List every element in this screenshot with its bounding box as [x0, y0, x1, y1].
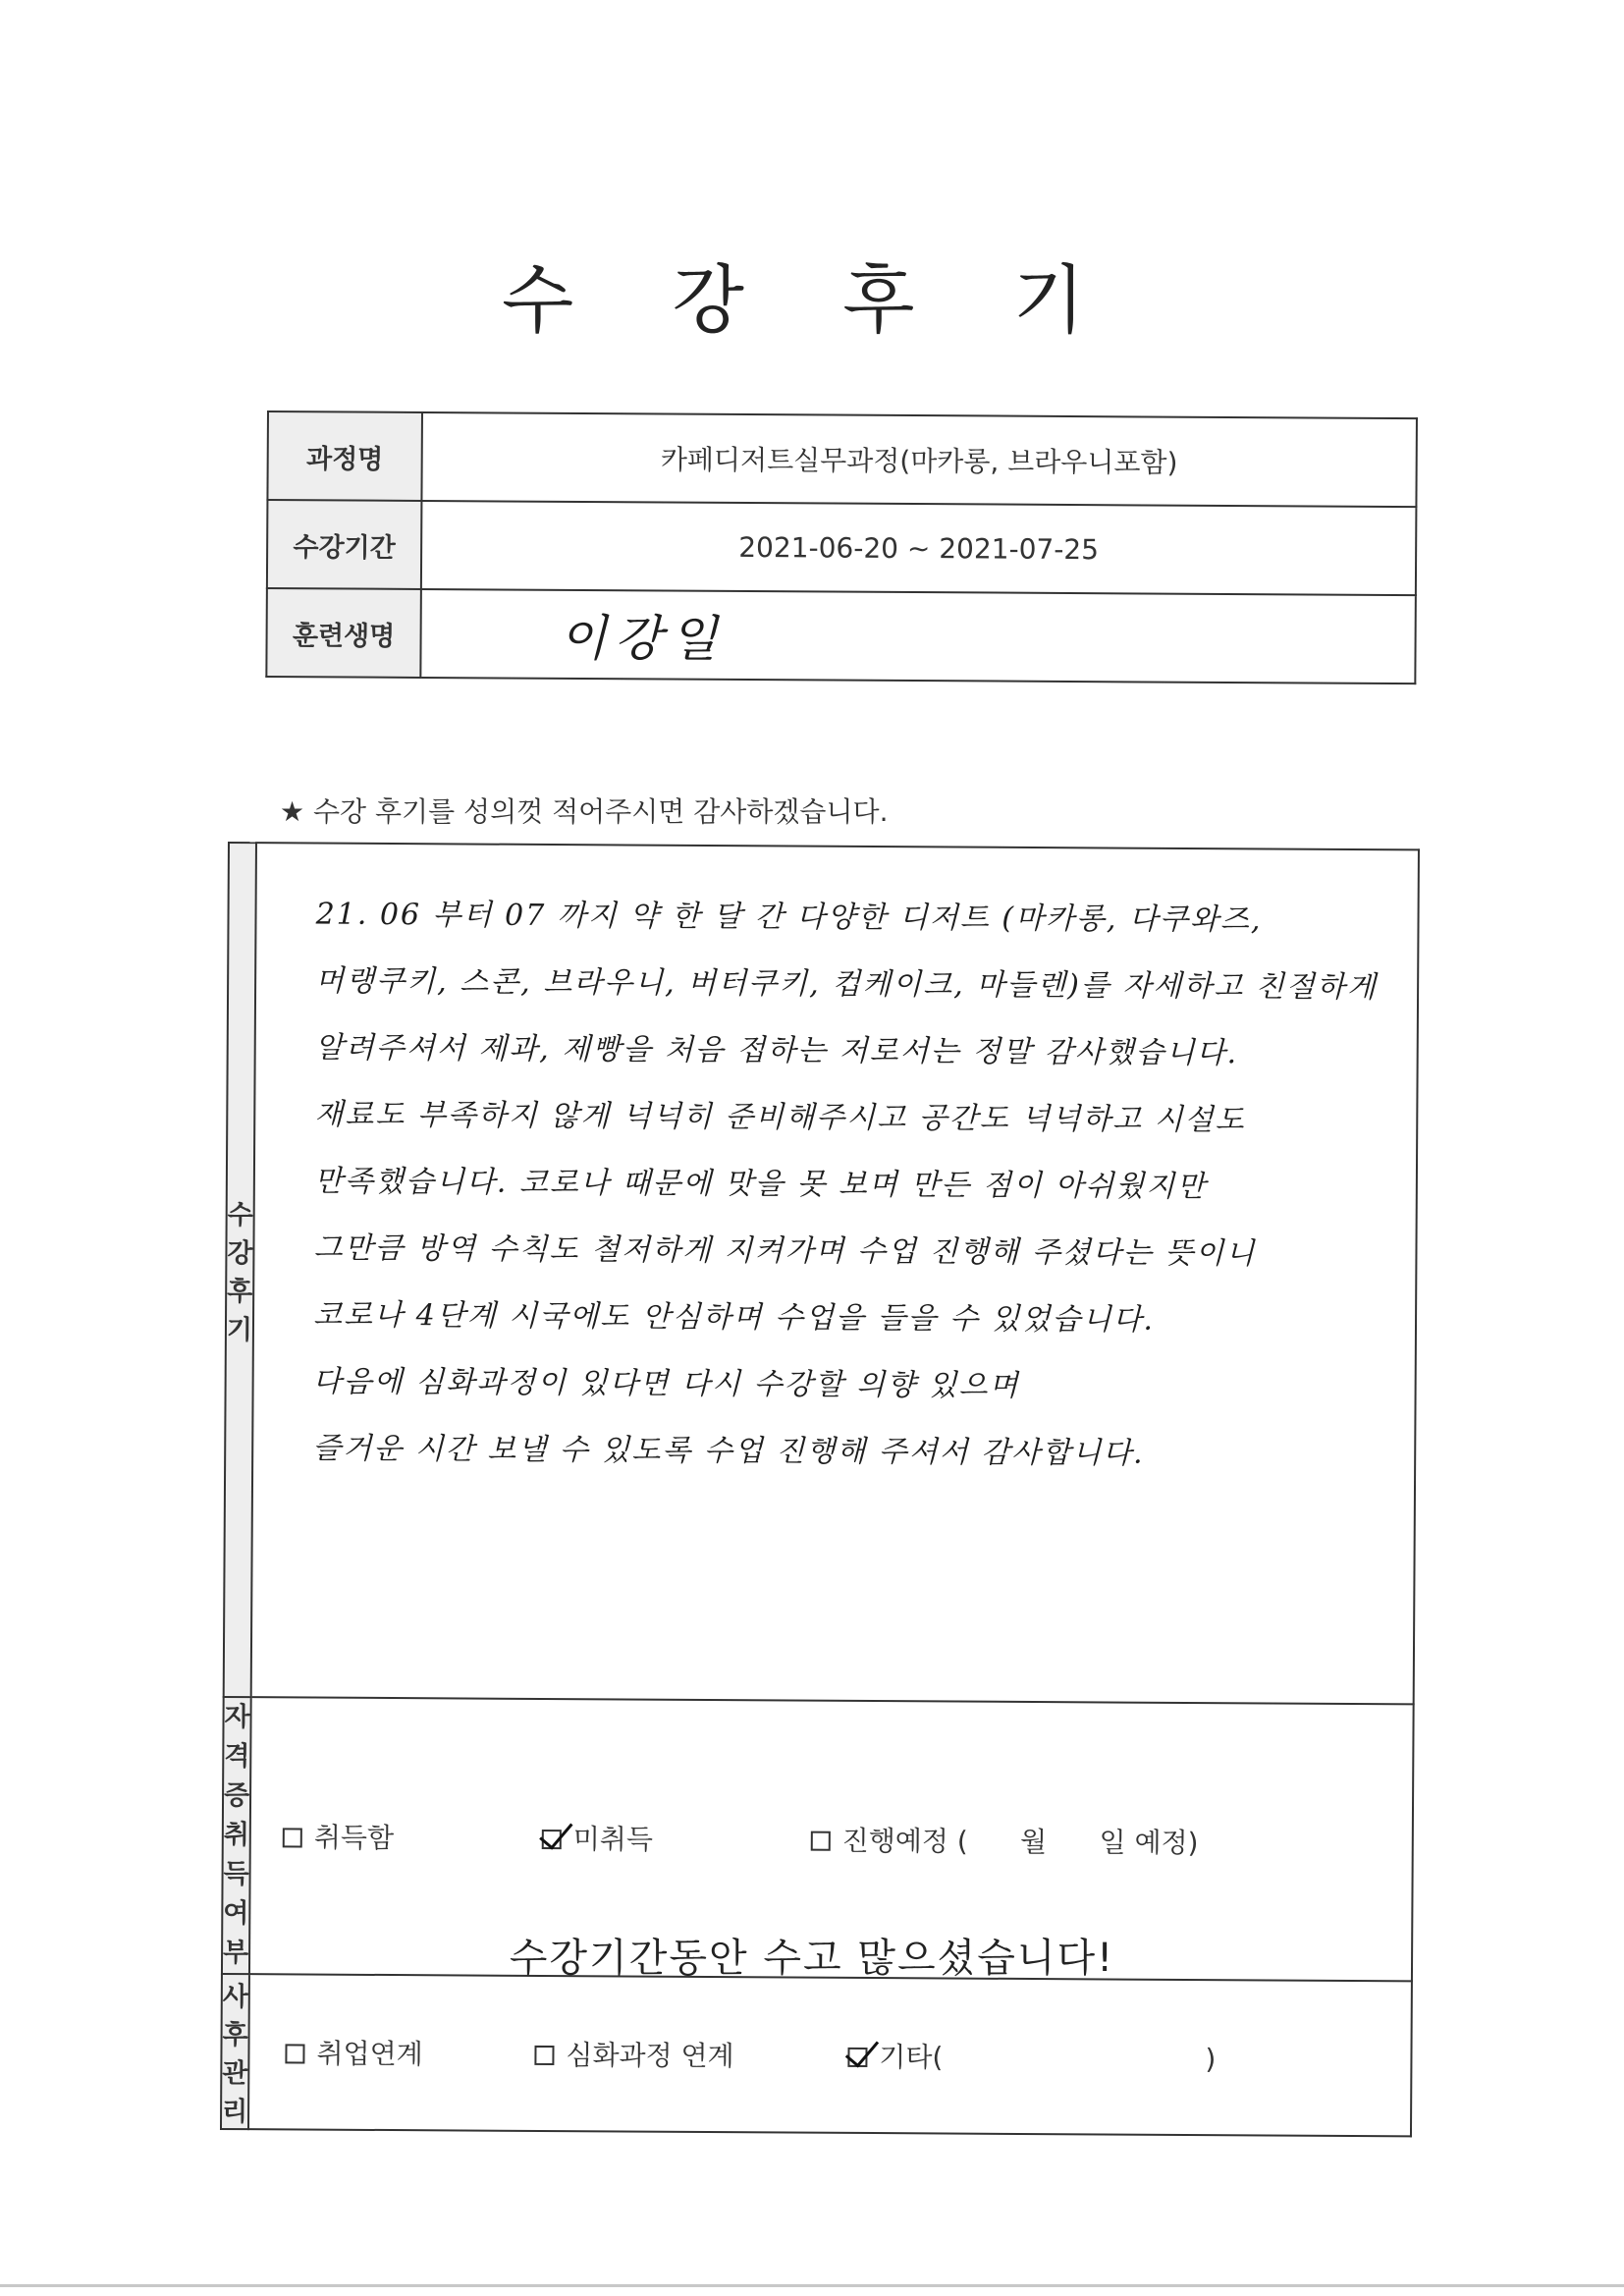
trainee-name-value: 이강일 — [420, 589, 1416, 683]
review-line: 21. 06 부터 07 까지 약 한 달 간 다양한 디저트 (마카롱, 다쿠와즈, — [315, 897, 1263, 938]
review-line: 코로나 4단계 시국에도 안심하며 수업을 들을 수 있었습니다. — [313, 1297, 1156, 1338]
checkbox-icon[interactable] — [283, 1828, 302, 1847]
checkbox-icon[interactable] — [811, 1831, 831, 1851]
course-name-row — [267, 411, 1417, 507]
trainee-name-row — [266, 588, 1416, 683]
course-info-table — [265, 410, 1418, 684]
review-text — [253, 844, 1417, 1489]
scan-edge-line — [0, 2284, 1624, 2287]
certificate-label-line2: 취득여부 — [222, 1819, 250, 1969]
certificate-option-not-acquired[interactable]: 미취득 — [542, 1818, 802, 1859]
course-period-row — [267, 500, 1417, 595]
aftercare-option-other[interactable]: 기타( ) — [847, 2036, 1216, 2077]
review-line: 다음에 심화과정이 있다면 다시 수강할 의향 있으며 — [312, 1364, 1020, 1403]
checked-checkbox-icon[interactable] — [847, 2048, 867, 2067]
certificate-option-planned[interactable]: 진행예정 ( 월 일 예정) — [811, 1820, 1199, 1861]
aftercare-option-employment[interactable]: 취업연계 — [285, 2032, 525, 2072]
certificate-label-line1: 자격증 — [223, 1701, 250, 1812]
aftercare-label: 사후관리 — [221, 1974, 249, 2129]
review-line: 재료도 부족하지 않게 넉넉히 준비해주시고 공간도 넉넉하고 시설도 — [314, 1097, 1246, 1138]
form-title: 수 강 후 기 — [501, 256, 1123, 344]
review-body — [251, 843, 1419, 1704]
trainee-name-label: 훈련생명 — [266, 588, 421, 678]
course-period-value: 2021-06-20 ~ 2021-07-25 — [421, 501, 1417, 595]
checkbox-icon[interactable] — [534, 2046, 554, 2065]
review-line: 그만큼 방역 수칙도 철저하게 지켜가며 수업 진행해 주셨다는 뜻이니 — [313, 1230, 1257, 1272]
review-label: 수강후기 — [224, 843, 256, 1697]
checked-checkbox-icon[interactable] — [542, 1830, 562, 1849]
aftercare-option-advanced-course[interactable]: 심화과정 연계 — [534, 2034, 839, 2075]
aftercare-row — [221, 1974, 1412, 2136]
review-line: 알려주셔서 제과, 제빵을 처음 접하는 저로서는 정말 감사했습니다. — [314, 1030, 1239, 1071]
notice-text: ★ 수강 후기를 성의껏 적어주시면 감사하겠습니다. — [280, 795, 889, 828]
review-line: 만족했습니다. 코로나 때문에 맛을 못 보며 만든 점이 아쉬웠지만 — [313, 1164, 1208, 1205]
review-line: 즐거운 시간 보낼 수 있도록 수업 진행해 주셔서 감사합니다. — [312, 1431, 1145, 1471]
course-name-label: 과정명 — [267, 411, 422, 501]
review-row — [224, 843, 1419, 1704]
checkbox-icon[interactable] — [285, 2044, 304, 2063]
course-period-label: 수강기간 — [267, 500, 422, 589]
aftercare-options — [248, 1974, 1411, 2136]
footer-message: 수강기간동안 수고 많으셨습니다! — [509, 1936, 1115, 1981]
review-line: 머랭쿠키, 스콘, 브라우니, 버터쿠키, 컵케이크, 마들렌)를 자세하고 친절하게 — [315, 963, 1378, 1006]
certificate-option-acquired[interactable]: 취득함 — [283, 1816, 533, 1857]
course-name-value: 카페디저트실무과정(마카롱, 브라우니포함) — [421, 412, 1417, 507]
